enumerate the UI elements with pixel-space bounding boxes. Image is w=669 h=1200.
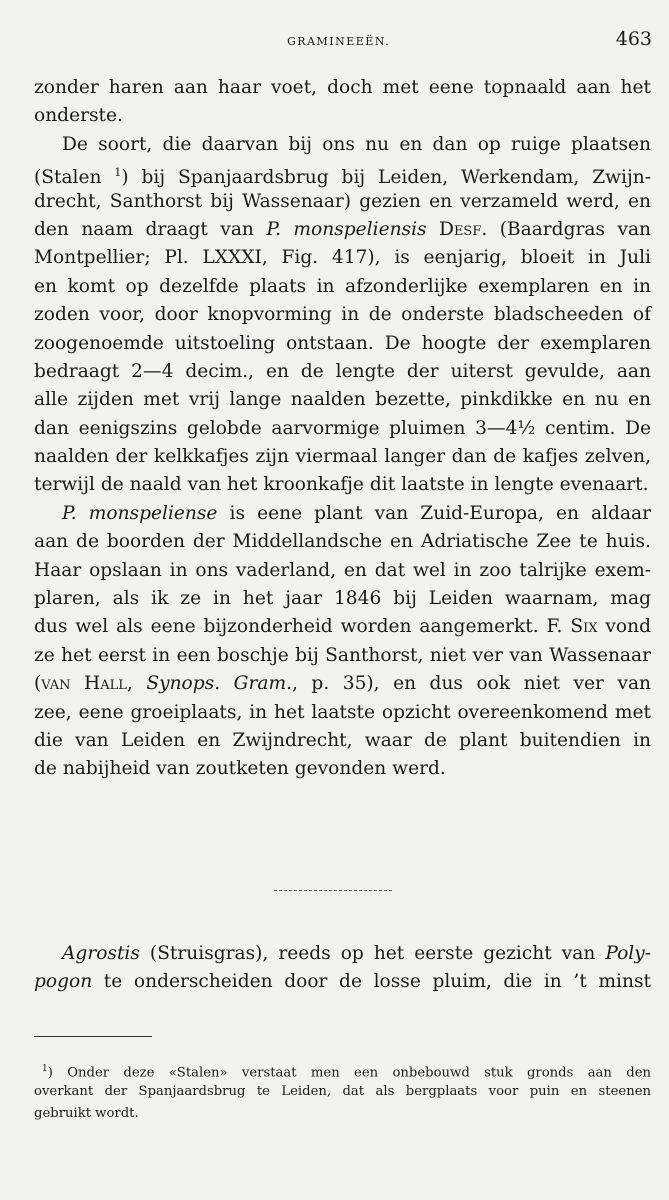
footnote-line: overkant der Spanjaardsbrug te Leiden, dat als bergplaats voor puin en steenen (34, 1083, 651, 1099)
main-text-continued (34, 940, 651, 997)
text-line: dan eenigszins gelobde aarvormige pluimen 3—4½ centim. De (34, 417, 651, 439)
footnote-rule (34, 1036, 152, 1037)
text-line: drecht, Santhorst bij Wassenaar) gezien en verzameld werd, en (34, 190, 651, 212)
text-line: pogon te onderscheiden door de losse pluim, die in ’t minst (34, 971, 651, 993)
text-line: naalden der kelkkafjes zijn viermaal langer dan de kafjes zelven, (34, 446, 651, 468)
text-line: Haar opslaan in ons vaderland, en dat wel in zoo talrijke exem- (34, 559, 651, 581)
person-name: Six (570, 616, 598, 638)
footnote-ref: 1 (114, 166, 122, 180)
footnote-line: $^1$) Onder deze «Stalen» verstaat men een onbebouwd stuk gronds aan den (42, 1064, 651, 1081)
text-line: Montpellier; Pl. LXXXI, Fig. 417), is eenjarig, bloeit in Juli (34, 247, 651, 269)
text-line: de nabijheid van zoutketen gevonden werd. (34, 758, 446, 780)
work-title: Synops. Gram. (146, 673, 292, 695)
section-divider (274, 890, 392, 891)
species-name: P. monspeliensis (266, 218, 427, 240)
person-name: van Hall (41, 673, 127, 695)
text-line: die van Leiden en Zwijndrecht, waar de plant buitendien in (34, 729, 651, 751)
running-title: GRAMINEEËN. (287, 35, 391, 48)
page-header (32, 28, 652, 58)
text-line: alle zijden met vrij lange naalden bezette, pinkdikke en nu en (34, 389, 651, 411)
footnote-marker: 1 (42, 1064, 48, 1074)
text-line: ze het eerst in een boschje bij Santhorst, niet ver van Wassenaar (34, 644, 651, 666)
text-line: dus wel als eene bijzonderheid worden aangemerkt. F. Six vond (34, 616, 651, 638)
text-line: bedraagt 2—4 decim., en de lengte der uiterst gevulde, aan (34, 360, 651, 382)
text-line: zoden voor, door knopvorming in de onderste bladscheeden of (34, 304, 651, 326)
page-number: 463 (615, 28, 652, 50)
main-text (34, 74, 651, 784)
text-line: De soort, die daarvan bij ons nu en dan op ruige plaatsen (62, 133, 651, 155)
genus-name: Agrostis (62, 943, 140, 964)
text-line: en komt op dezelfde plaats in afzonderlijke exemplaren en in (34, 275, 651, 297)
species-name: P. monspeliense (62, 502, 218, 524)
text-line: Agrostis (Struisgras), reeds op het eerste gezicht van Poly- (62, 943, 651, 964)
text-line: plaren, als ik ze in het jaar 1846 bij Leiden waarnam, mag (34, 588, 651, 610)
author-name: Desf. (439, 218, 488, 240)
genus-name: pogon (34, 971, 93, 993)
text-line: P. monspeliense is eene plant van Zuid-Europa, en aldaar (62, 502, 652, 524)
text-line: terwijl de naald van het kroonkafje dit laatste in lengte evenaart. (34, 474, 649, 496)
text-line: onderste. (34, 105, 123, 127)
text-line: aan de boorden der Middellandsche en Adriatische Zee te huis. (34, 531, 651, 553)
text-line: (van Hall, Synops. Gram., p. 35), en dus ook niet ver van (34, 673, 652, 695)
footnote (34, 1058, 651, 1126)
text-line: den naam draagt van P. monspeliensis Desf. (Baardgras van (34, 218, 652, 240)
text-line: (Stalen $^1$) bij Spanjaardsbrug bij Leiden, Werkendam, Zwijn- (34, 166, 651, 189)
text-line: zoogenoemde uitstoeling ontstaan. De hoogte der exemplaren (34, 332, 651, 354)
text-line: zee, eene groeiplaats, in het laatste opzicht overeenkomend met (34, 701, 651, 723)
text-line: zonder haren aan haar voet, doch met eene topnaald aan het (34, 77, 651, 98)
genus-name: Poly- (605, 943, 651, 964)
footnote-line: gebruikt wordt. (34, 1106, 139, 1121)
